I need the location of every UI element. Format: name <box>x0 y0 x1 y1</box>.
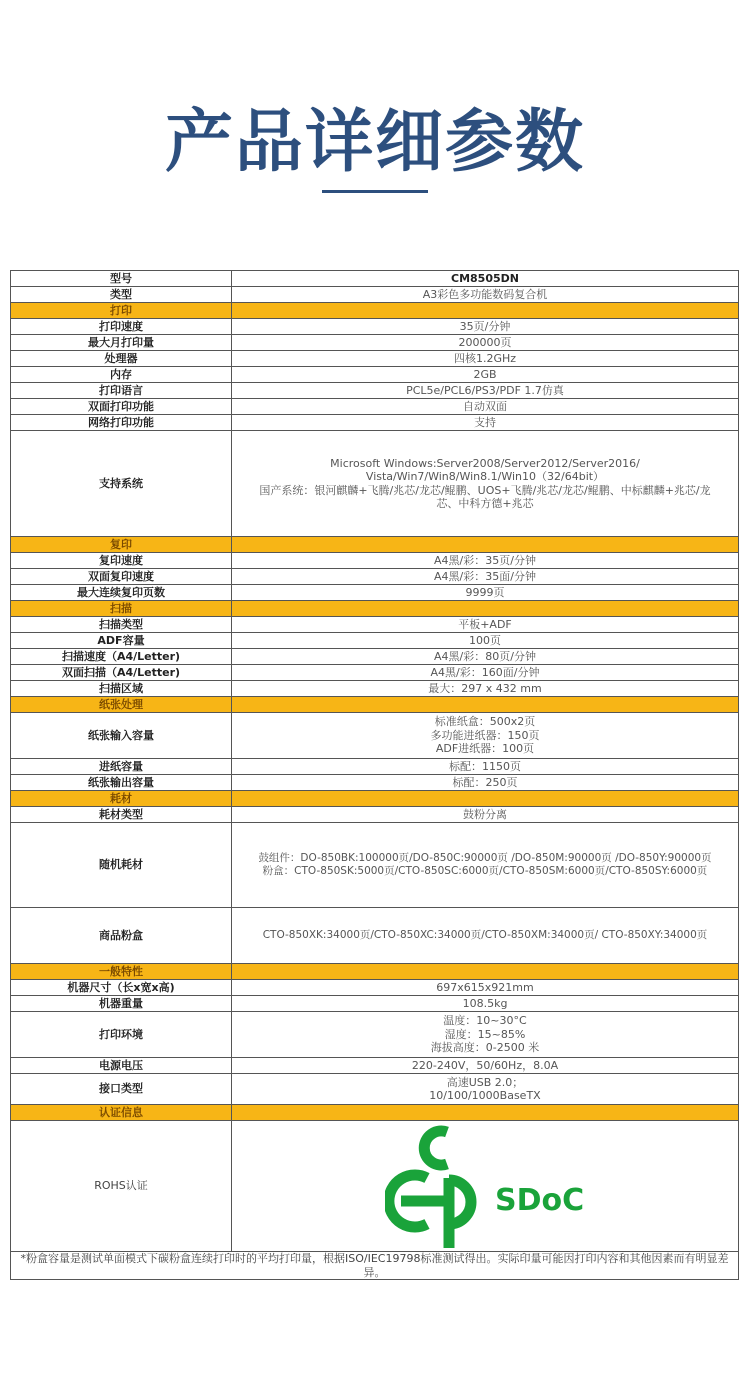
row-value: CM8505DN <box>232 271 739 287</box>
row-value <box>232 1012 739 1058</box>
section-label: 打印 <box>11 303 232 319</box>
value-line: 芯、中科方德+兆芯 <box>436 497 534 510</box>
row-value: 平板+ADF <box>232 617 739 633</box>
table-row <box>11 807 739 823</box>
value-line: 湿度：15~85% <box>444 1027 526 1041</box>
section-label: 一般特性 <box>11 964 232 980</box>
row-label: 进纸容量 <box>11 759 232 775</box>
table-row <box>11 415 739 431</box>
value-line: Microsoft Windows:Server2008/Server2012/Server2016/ <box>330 456 640 470</box>
section-header-print <box>11 303 739 319</box>
row-label: 型号 <box>11 271 232 287</box>
gp-logo-icon <box>385 1124 585 1248</box>
section-label: 复印 <box>11 537 232 553</box>
row-label: 内存 <box>11 367 232 383</box>
section-label: 认证信息 <box>11 1105 232 1121</box>
row-value: 35页/分钟 <box>232 319 739 335</box>
table-row <box>11 569 739 585</box>
row-value: A4黑/彩：35页/分钟 <box>232 553 739 569</box>
row-value <box>232 823 739 908</box>
row-label: 处理器 <box>11 351 232 367</box>
page-title: 产品详细参数 <box>164 103 585 182</box>
section-label: 扫描 <box>11 601 232 617</box>
table-row <box>11 1252 739 1280</box>
row-label: 双面复印速度 <box>11 569 232 585</box>
row-label: 接口类型 <box>11 1074 232 1105</box>
section-header-general <box>11 964 739 980</box>
value-line: 海拔高度：0-2500 米 <box>430 1041 540 1055</box>
gp-sdoc-logo <box>234 1121 736 1251</box>
table-row <box>11 319 739 335</box>
table-row <box>11 1012 739 1058</box>
row-label: 打印速度 <box>11 319 232 335</box>
row-label: 纸张输入容量 <box>11 713 232 759</box>
row-label: 扫描区域 <box>11 681 232 697</box>
section-header-supplies <box>11 791 739 807</box>
value-line: 10/100/1000BaseTX <box>429 1089 541 1102</box>
row-value <box>232 1074 739 1105</box>
row-value: 200000页 <box>232 335 739 351</box>
value-line: 温度：10~30°C <box>443 1014 527 1028</box>
row-label: 扫描速度（A4/Letter) <box>11 649 232 665</box>
row-value: PCL5e/PCL6/PS3/PDF 1.7仿真 <box>232 383 739 399</box>
value-line: ADF进纸器：100页 <box>435 742 535 756</box>
row-value: 标配：1150页 <box>232 759 739 775</box>
table-row <box>11 553 739 569</box>
row-value: 四核1.2GHz <box>232 351 739 367</box>
value-line: 高速USB 2.0； <box>446 1075 524 1089</box>
section-header-copy <box>11 537 739 553</box>
table-row <box>11 908 739 964</box>
row-label: 电源电压 <box>11 1058 232 1074</box>
section-label: 耗材 <box>11 791 232 807</box>
row-value: 自动双面 <box>232 399 739 415</box>
table-row <box>11 335 739 351</box>
row-label: 复印速度 <box>11 553 232 569</box>
row-value: 220-240V，50/60Hz，8.0A <box>232 1058 739 1074</box>
row-value <box>232 1121 739 1252</box>
table-row <box>11 585 739 601</box>
table-row <box>11 633 739 649</box>
value-line: 多功能进纸器：150页 <box>430 728 540 742</box>
row-label: 双面扫描（A4/Letter) <box>11 665 232 681</box>
table-row <box>11 1058 739 1074</box>
row-value <box>232 431 739 537</box>
row-value: 标配：250页 <box>232 775 739 791</box>
row-value <box>232 713 739 759</box>
row-value: A3彩色多功能数码复合机 <box>232 287 739 303</box>
row-value: 2GB <box>232 367 739 383</box>
row-label: 双面打印功能 <box>11 399 232 415</box>
row-value: A4黑/彩：80页/分钟 <box>232 649 739 665</box>
row-value: 108.5kg <box>232 996 739 1012</box>
row-label: 最大月打印量 <box>11 335 232 351</box>
row-label: 打印环境 <box>11 1012 232 1058</box>
section-header-scan <box>11 601 739 617</box>
table-row <box>11 399 739 415</box>
value-line: Vista/Win7/Win8/Win8.1/Win10（32/64bit） <box>365 470 605 483</box>
table-row <box>11 980 739 996</box>
table-row <box>11 996 739 1012</box>
row-value: 100页 <box>232 633 739 649</box>
row-value: 鼓粉分离 <box>232 807 739 823</box>
table-row <box>11 383 739 399</box>
table-row <box>11 617 739 633</box>
table-row <box>11 775 739 791</box>
table-row <box>11 713 739 759</box>
row-label: 网络打印功能 <box>11 415 232 431</box>
row-value: 697x615x921mm <box>232 980 739 996</box>
row-value: CTO-850XK:34000页/CTO-850XC:34000页/CTO-850XM:34000页/ CTO-850XY:34000页 <box>232 908 739 964</box>
sdoc-text: SDoC <box>495 1183 585 1218</box>
row-label: 扫描类型 <box>11 617 232 633</box>
value-line: 国产系统：银河麒麟+飞腾/兆芯/龙芯/鲲鹏、UOS+飞腾/兆芯/龙芯/鲲鹏、中标麒麟+兆芯/龙 <box>259 483 711 497</box>
spec-table <box>10 270 739 1280</box>
row-label: 耗材类型 <box>11 807 232 823</box>
row-value: 9999页 <box>232 585 739 601</box>
section-header-paper <box>11 697 739 713</box>
row-value: 支持 <box>232 415 739 431</box>
table-row <box>11 367 739 383</box>
table-row <box>11 649 739 665</box>
table-row <box>11 1074 739 1105</box>
table-row <box>11 271 739 287</box>
row-label: 机器尺寸（长x宽x高) <box>11 980 232 996</box>
value-line: 粉盒：CTO-850SK:5000页/CTO-850SC:6000页/CTO-850SM:6000页/CTO-850SY:6000页 <box>262 865 708 877</box>
table-row <box>11 431 739 537</box>
title-underline <box>322 190 428 193</box>
row-label: ROHS认证 <box>11 1121 232 1252</box>
row-value: A4黑/彩：35面/分钟 <box>232 569 739 585</box>
row-label: 纸张输出容量 <box>11 775 232 791</box>
table-row <box>11 759 739 775</box>
table-row <box>11 287 739 303</box>
table-row <box>11 823 739 908</box>
section-header-cert <box>11 1105 739 1121</box>
row-label: 随机耗材 <box>11 823 232 908</box>
row-value: A4黑/彩：160面/分钟 <box>232 665 739 681</box>
row-label: 打印语言 <box>11 383 232 399</box>
value-line: 鼓组件：DO-850BK:100000页/DO-850C:90000页 /DO-850M:90000页 /DO-850Y:90000页 <box>258 851 712 864</box>
footnote: *粉盒容量是测试单面模式下碳粉盒连续打印时的平均打印量，根据ISO/IEC19798标准测试得出。实际印量可能因打印内容和其他因素而有明显差异。 <box>11 1252 739 1280</box>
row-label: 类型 <box>11 287 232 303</box>
row-label: 商品粉盒 <box>11 908 232 964</box>
row-value: 最大：297 x 432 mm <box>232 681 739 697</box>
section-label: 纸张处理 <box>11 697 232 713</box>
table-row <box>11 665 739 681</box>
row-label: 支持系统 <box>11 431 232 537</box>
row-label: ADF容量 <box>11 633 232 649</box>
table-row <box>11 351 739 367</box>
table-row <box>11 1121 739 1252</box>
table-row <box>11 681 739 697</box>
row-label: 机器重量 <box>11 996 232 1012</box>
value-line: 标准纸盒：500x2页 <box>434 715 536 729</box>
row-label: 最大连续复印页数 <box>11 585 232 601</box>
